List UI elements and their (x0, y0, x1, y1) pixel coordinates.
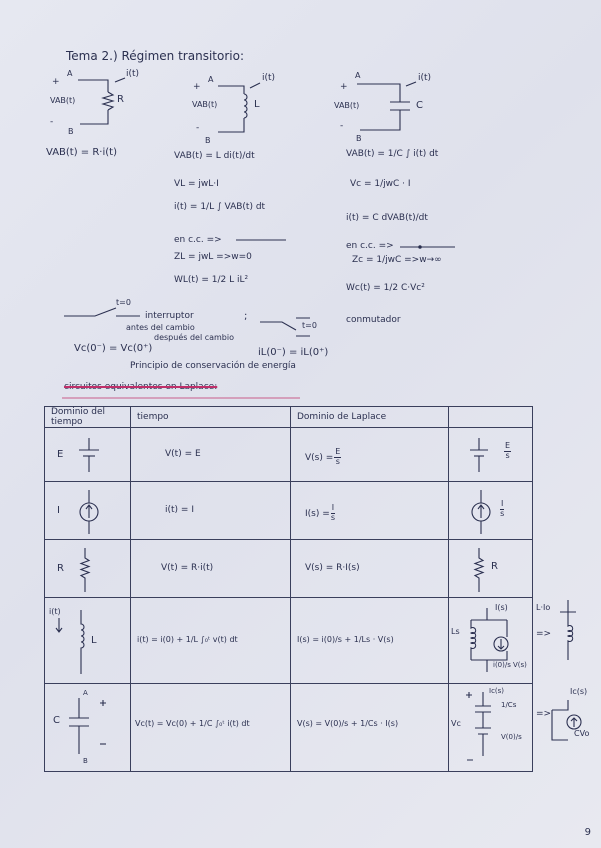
inductor-node-a: A (208, 75, 214, 84)
capacitor-eq-energy: Wc(t) = 1/2 C·Vc² (346, 283, 425, 293)
resistor-current: i(t) (126, 69, 140, 79)
page-number: 9 (584, 827, 591, 838)
eq-current-label: Ic(s) (489, 687, 505, 695)
time-domain-eq: i(t) = I (165, 505, 194, 515)
table-header: Dominio de Laplace (291, 407, 449, 428)
symbol-node-a: A (83, 689, 88, 697)
symbol-label: E (57, 449, 64, 460)
eq-current-label: I(s) (495, 603, 508, 612)
frac-num: I (331, 503, 335, 512)
symbol-label: R (57, 563, 64, 574)
frac-den: s (335, 456, 340, 466)
eq-impedance-label: Ls (451, 627, 460, 636)
inductor-plus: + (193, 82, 201, 92)
switch-t0-label: t=0 (116, 298, 131, 307)
capacitor-eq-cc: en c.c. => (346, 241, 394, 251)
resistor-plus: + (52, 77, 60, 87)
capacitor-minus: - (340, 121, 344, 131)
inductor-eq-current: i(t) = 1/L ∫ VAB(t) dt (174, 202, 266, 212)
capacitor-eq-current: i(t) = C dVAB(t)/dt (346, 213, 428, 223)
inductor-arrow-label: L·Io (536, 603, 551, 612)
semicolon: ; (244, 311, 248, 322)
laplace-eq: V(s) = R·I(s) (305, 563, 360, 573)
frac-num: E (335, 447, 341, 456)
capacitor-cvo-label: CVo (574, 729, 590, 738)
frac-num: I (501, 499, 504, 508)
inductor-eq-vab: VAB(t) = L di(t)/dt (174, 151, 255, 161)
inductor-label: L (254, 99, 260, 110)
eq-source-label: V(0)/s (501, 733, 522, 741)
capacitor-eq-zc: Zc = 1/jwC =>w→∞ (352, 255, 442, 265)
capacitor-equivalence-arrow: => (536, 709, 552, 719)
despues-label: después del cambio (154, 333, 235, 342)
time-domain-eq: Vc(t) = Vc(0) + 1/C ∫₀ᵗ i(t) dt (135, 719, 250, 728)
symbol-current: i(t) (49, 607, 61, 616)
resistor-equation: VAB(t) = R·i(t) (46, 147, 117, 158)
resistor-node-b: B (68, 127, 74, 136)
symbol-node-b: B (83, 757, 88, 765)
resistor-minus: - (50, 117, 54, 127)
inductor-eq-vl: VL = jwL·I (174, 179, 219, 189)
page-title: Tema 2.) Régimen transitorio: (66, 49, 244, 63)
resistor-label: R (117, 94, 124, 105)
eq-voltage-label: V(s) (513, 661, 527, 669)
capacitor-label: C (416, 100, 423, 111)
resistor-node-a: A (67, 69, 73, 78)
capacitor-plus: + (340, 82, 348, 92)
laplace-eq: I(s) = i(0)/s + 1/Ls · V(s) (297, 635, 394, 644)
capacitor-node-a: A (355, 71, 361, 80)
frac-den: s (505, 450, 510, 460)
frac-den: s (330, 512, 336, 522)
symbol-label: L (91, 635, 97, 646)
table-header: Dominio del tiempo (45, 407, 131, 428)
inductor-equivalence-arrow: => (536, 629, 552, 639)
inductor-eq-energy: WL(t) = 1/2 L iL² (174, 275, 249, 285)
energy-principle: Principio de conservación de energía (130, 361, 296, 371)
capacitor-arrow-label: Ic(s) (570, 687, 588, 696)
capacitor-eq-vc: Vc = 1/jwC · I (350, 179, 411, 189)
resistor-vab: VAB(t) (50, 96, 76, 105)
time-domain-eq: V(t) = E (165, 449, 201, 459)
capacitor-current: i(t) (418, 73, 432, 83)
table-header: tiempo (131, 407, 291, 428)
antes-label: antes del cambio (126, 323, 195, 332)
inductor-node-b: B (205, 136, 211, 145)
conmutador-label: conmutador (346, 315, 401, 325)
inductor-eq-cc: en c.c. => (174, 235, 222, 245)
section-heading: circuitos equivalentes en Laplace: (64, 382, 218, 392)
il-continuity-eq: iL(0⁻) = iL(0⁺) (258, 347, 329, 358)
time-domain-eq: V(t) = R·i(t) (161, 563, 214, 573)
symbol-label: C (53, 715, 60, 726)
inductor-current: i(t) (262, 73, 276, 83)
capacitor-vab: VAB(t) (334, 101, 360, 110)
symbol-label: I (57, 505, 60, 516)
eq-label: R (491, 561, 498, 572)
frac-num: E (505, 441, 511, 450)
capacitor-node-b: B (356, 134, 362, 143)
inductor-minus: - (196, 123, 200, 133)
capacitor-eq-vab: VAB(t) = 1/C ∫ i(t) dt (346, 149, 439, 159)
inductor-vab: VAB(t) (192, 100, 218, 109)
vc-continuity-eq: Vc(0⁻) = Vc(0⁺) (74, 343, 153, 354)
conmutador-t0-label: t=0 (302, 321, 317, 330)
laplace-eq: V(s) = V(0)/s + 1/Cs · I(s) (297, 719, 399, 728)
laplace-prefix: V(s) = (305, 452, 334, 463)
frac-den: s (500, 508, 505, 518)
eq-impedance-label: 1/Cs (501, 701, 517, 709)
time-domain-eq: i(t) = i(0) + 1/L ∫₀ᵗ v(t) dt (137, 635, 238, 644)
eq-source-label: i(0)/s (493, 661, 511, 669)
interruptor-label: interruptor (145, 311, 194, 321)
eq-voltage-label: Vc (451, 719, 461, 728)
laplace-prefix: I(s) = (305, 508, 330, 519)
inductor-eq-zl: ZL = jwL =>w=0 (174, 252, 252, 262)
